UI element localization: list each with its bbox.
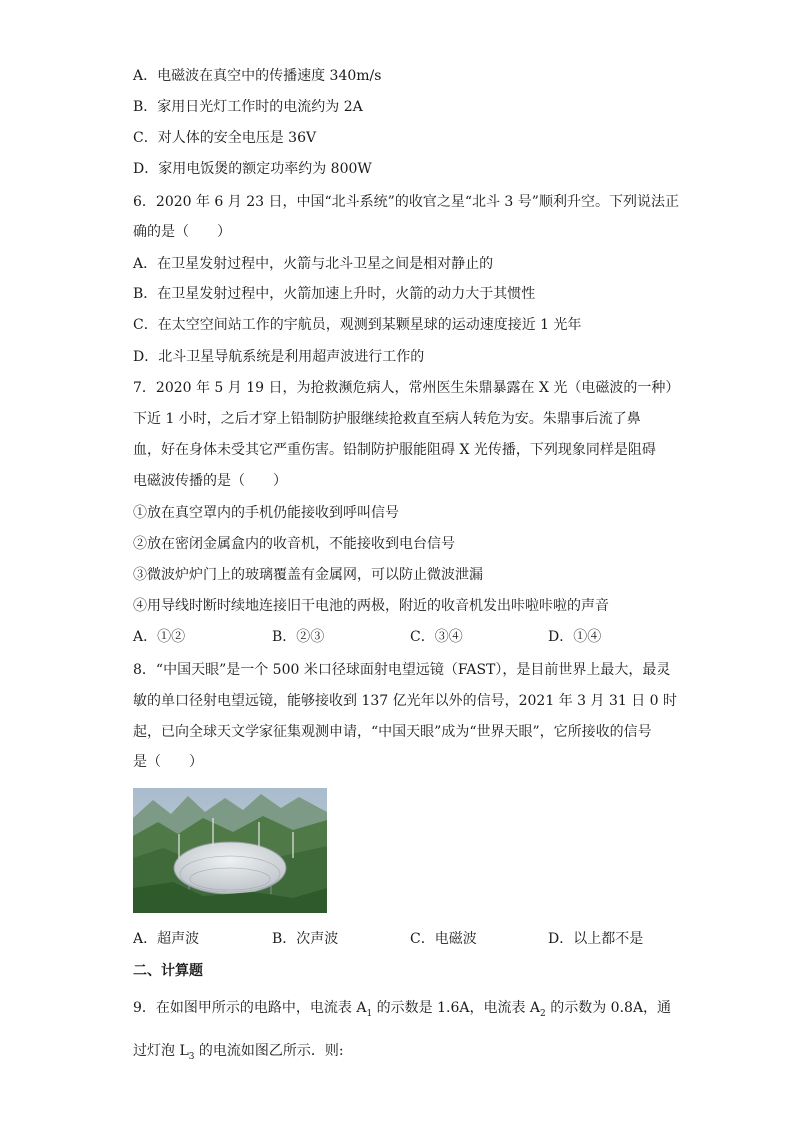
q6-stem-line1: 6．2020 年 6 月 23 日，中国“北斗系统”的收官之星“北斗 3 号”顺利升空。下列说法正 [133,194,679,210]
q9-text-1c: 的示数为 0.8A，通 [545,1000,672,1016]
q8-stem-line2: 敏的单口径射电望远镜，能够接收到 137 亿光年以外的信号，2021 年 3 月 31 日 0 时 [133,693,678,709]
q7-stem-line1: 7．2020 年 5 月 19 日，为抢救濒危病人，常州医生朱鼎暴露在 X 光（电磁波的一种） [133,380,680,396]
q8-stem-line3: 起，已向全球天文学家征集观测申请，“中国天眼”成为“世界天眼”，它所接收的信号 [133,724,652,740]
q6-option-b: B．在卫星发射过程中，火箭加速上升时，火箭的动力大于其惯性 [133,286,536,302]
q7-item-4: ④用导线时断时续地连接旧干电池的两极，附近的收音机发出咔啦咔啦的声音 [133,598,609,614]
q9-stem-line2 [133,1041,344,1063]
q7-options [133,627,653,647]
q5-option-d: D．家用电饭煲的额定功率约为 800W [133,161,372,177]
q8-stem-line1: 8．“中国天眼”是一个 500 米口径球面射电望远镜（FAST），是目前世界上最大，最灵 [133,662,671,678]
q7-option-a: A．①② [133,629,186,645]
q7-option-d: D．①④ [548,629,602,645]
q6-option-a: A．在卫星发射过程中，火箭与北斗卫星之间是相对静止的 [133,256,494,272]
q9-sub-a2: 2 [540,1009,546,1019]
q7-item-2: ②放在密闭金属盒内的收音机，不能接收到电台信号 [133,536,455,552]
fast-telescope-photo [133,788,327,913]
q6-option-c: C．在太空空间站工作的宇航员，观测到某颗星球的运动速度接近 1 光年 [133,317,582,333]
q7-stem-line4: 电磁波传播的是（ ） [133,473,287,489]
q8-option-d: D．以上都不是 [548,931,644,947]
q8-stem-line4: 是（ ） [133,754,203,770]
q7-option-b: B．②③ [272,629,325,645]
q7-option-c: C．③④ [410,629,463,645]
q7-stem-line2: 下近 1 小时，之后才穿上铅制防护服继续抢救直至病人转危为安。朱鼎事后流了鼻 [133,411,641,427]
q7-item-3: ③微波炉炉门上的玻璃覆盖有金属网，可以防止微波泄漏 [133,567,483,583]
q9-text-1a: 9．在如图甲所示的电路中，电流表 A [133,1000,367,1016]
q9-text-2a: 过灯泡 L [133,1043,189,1059]
q8-options [133,929,653,949]
q5-option-b: B．家用日光灯工作时的电流约为 2A [133,99,363,115]
q8-option-b: B．次声波 [272,931,339,947]
q7-stem-line3: 血，好在身体未受其它严重伤害。铅制防护服能阻碍 X 光传播，下列现象同样是阻碍 [133,442,656,458]
q6-stem-line2: 确的是（ ） [133,224,231,240]
q8-option-a: A．超声波 [133,931,200,947]
telescope-illustration [133,788,327,913]
q5-option-a: A．电磁波在真空中的传播速度 340m/s [133,68,382,84]
q9-sub-l: 3 [188,1052,195,1062]
section-heading-calculation: 二、计算题 [133,963,203,979]
q9-sub-a1: 1 [366,1009,373,1019]
q8-option-c: C．电磁波 [410,931,477,947]
q6-option-d: D．北斗卫星导航系统是利用超声波进行工作的 [133,349,425,365]
q9-text-1b: 的示数是 1.6A，电流表 A [372,1000,541,1016]
q5-option-c: C．对人体的安全电压是 36V [133,130,317,146]
q9-text-2b: 的电流如图乙所示．则: [194,1043,344,1059]
q9-stem-line1 [133,998,671,1020]
q7-item-1: ①放在真空罩内的手机仍能接收到呼叫信号 [133,505,399,521]
